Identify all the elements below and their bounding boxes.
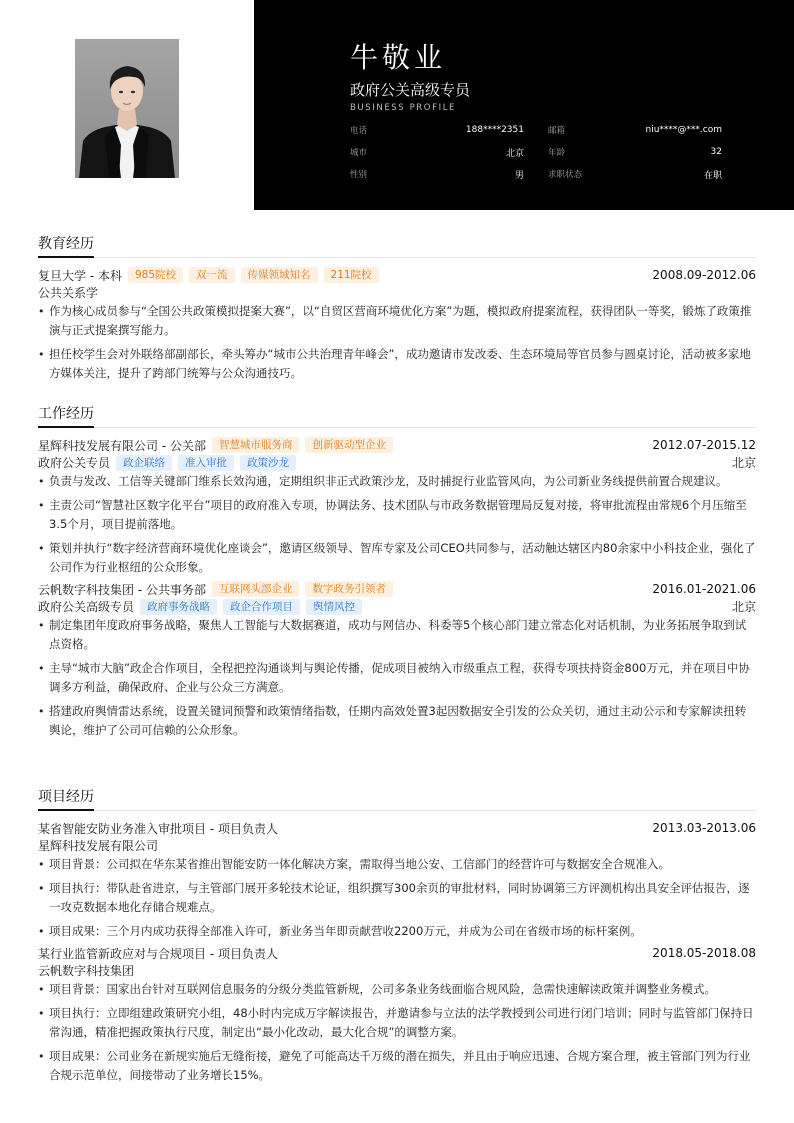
bullet-item: • 策划并执行“数字经济营商环境优化座谈会”，邀请区级领导、智库专家及公司CEO共同参与，活动触达辖区内80余家中小科技企业，强化了公司作为行业枢纽的公众形象。 <box>38 539 756 577</box>
section-title: 工作经历 <box>38 403 94 428</box>
info-label: 求职状态 <box>548 170 583 180</box>
info-value: niu****@***.com <box>645 125 722 135</box>
bullet-item: • 主导“城市大脑”政企合作项目，全程把控沟通谈判与舆论传播，促成项目被纳入市级重点工程，获得专项扶持资金800万元，并在项目中协调多方利益，确保政府、企业与公众三方满意。 <box>38 659 756 697</box>
profile-photo <box>75 39 179 178</box>
info-city <box>350 147 524 157</box>
info-label: 电话 <box>350 126 368 136</box>
section-divider <box>38 257 756 258</box>
school-tag: 双一流 <box>189 267 235 283</box>
role-tag: 政企联络 <box>116 455 172 471</box>
entry-subheader <box>38 837 756 854</box>
company-tag: 智慧城市服务商 <box>212 437 300 453</box>
project-entry <box>38 944 756 1085</box>
bullet-list <box>38 472 756 577</box>
bullet-list <box>38 302 756 383</box>
entry-subheader <box>38 962 756 979</box>
role-tag: 政策沙龙 <box>240 455 296 471</box>
project-name: 某省智能安防业务准入审批项目 - 项目负责人 <box>38 821 278 836</box>
entry-header <box>38 436 756 454</box>
info-value: 在职 <box>703 170 722 181</box>
role-tag: 政企合作项目 <box>223 599 300 615</box>
bullet-item: • 负责与发改、工信等关键部门维系长效沟通，定期组织非正式政策沙龙，及时捕捉行业监管风向，为公司新业务线提供前置合规建议。 <box>38 472 756 491</box>
bullet-item: • 作为核心成员参与“全国公共政策模拟提案大赛”，以“自贸区营商环境优化方案”为题，模拟政府提案流程，获得团队一等奖，锻炼了政策推演与正式提案撰写能力。 <box>38 302 756 340</box>
project-name: 某行业监管新政应对与合规项目 - 项目负责人 <box>38 946 278 961</box>
school-tag: 211院校 <box>324 267 379 283</box>
entry-date: 2013.03-2013.06 <box>652 821 756 835</box>
info-gender <box>350 169 524 179</box>
company-name: 星辉科技发展有限公司 - 公关部 <box>38 438 206 453</box>
role-tag: 政府事务战略 <box>140 599 217 615</box>
info-job-status <box>548 169 722 179</box>
entry-header <box>38 266 756 284</box>
school-tag: 985院校 <box>128 267 183 283</box>
entry-subheader <box>38 454 756 471</box>
bullet-item: • 搭建政府舆情雷达系统，设置关键词预警和政策情绪指数，任期内高效处置3起因数据安全引发的公众关切，通过主动公示和专家解读扭转舆论，维护了公司可信赖的公众形象。 <box>38 702 756 740</box>
bullet-item: • 主责公司“智慧社区数字化平台”项目的政府准入专项，协调法务、技术团队与市政务数据管理局反复对接，将审批流程由常规6个月压缩至3.5个月，项目提前落地。 <box>38 496 756 534</box>
info-label: 年龄 <box>548 148 566 158</box>
section-divider <box>38 427 756 428</box>
company-tag: 创新驱动型企业 <box>305 437 393 453</box>
role-line <box>38 454 296 471</box>
entry-header-left <box>38 581 393 598</box>
bullet-item: • 项目背景：公司拟在华东某省推出智能安防一体化解决方案，需取得当地公安、工信部门的经营许可与数据安全合规准入。 <box>38 855 756 874</box>
project-org: 云帆数字科技集团 <box>38 964 135 978</box>
bullet-list <box>38 855 756 941</box>
bullet-item: • 制定集团年度政府事务战略，聚焦人工智能与大数据赛道，成功与网信办、科委等5个核心部门建立常态化对话机制，为业务拓展争取到试点资格。 <box>38 616 756 654</box>
candidate-name: 牛敬业 <box>350 41 447 74</box>
job-role: 政府公关高级专员 <box>38 600 135 614</box>
company-tag: 互联网头部企业 <box>212 581 300 597</box>
education-section <box>38 233 756 388</box>
entry-date: 2012.07-2015.12 <box>652 438 756 452</box>
info-label: 城市 <box>350 148 368 158</box>
job-city: 北京 <box>731 456 756 470</box>
projects-section <box>38 786 756 1090</box>
work-entry <box>38 580 756 740</box>
candidate-title: 政府公关高级专员 <box>350 81 471 99</box>
bullet-list <box>38 980 756 1085</box>
contact-info-grid <box>350 125 722 179</box>
info-email <box>548 125 722 135</box>
education-entry <box>38 266 756 383</box>
job-city: 北京 <box>731 600 756 614</box>
entry-date: 2016.01-2021.06 <box>652 582 756 596</box>
bullet-item: • 项目执行：立即组建政策研究小组，48小时内完成万字解读报告，并邀请参与立法的法学教授到公司进行闭门培训；同时与监管部门保持日常沟通，精准把握政策执行尺度，制定出“最小化改动，最大化合规”的调整方案。 <box>38 1004 756 1042</box>
bullet-list <box>38 616 756 740</box>
info-value: 32 <box>710 147 722 157</box>
entry-header-left <box>38 437 393 454</box>
project-org: 星辉科技发展有限公司 <box>38 839 159 853</box>
section-title: 项目经历 <box>38 786 94 811</box>
role-line <box>38 598 362 615</box>
entry-subheader <box>38 598 756 615</box>
bullet-item: • 担任校学生会对外联络部副部长，牵头筹办“城市公共治理青年峰会”，成功邀请市发改委、生态环境局等官员参与圆桌讨论，活动被多家地方媒体关注，提升了跨部门统筹与公众沟通技巧。 <box>38 345 756 383</box>
major: 公共关系学 <box>38 286 99 300</box>
bullet-item: • 项目执行：带队赴省进京，与主管部门展开多轮技术论证，组织撰写300余页的审批材料，同时协调第三方评测机构出具安全评估报告，逐一攻克数据本地化存储合规难点。 <box>38 879 756 917</box>
info-value: 男 <box>514 170 524 181</box>
info-value: 188****2351 <box>465 125 524 135</box>
entry-header <box>38 819 756 837</box>
company-tag: 数字政务引领者 <box>305 581 393 597</box>
info-label: 邮箱 <box>548 126 566 136</box>
work-entry <box>38 436 756 577</box>
bullet-item: • 项目成果：三个月内成功获得全部准入许可，新业务当年即贡献营收2200万元，并成为公司在省级市场的标杆案例。 <box>38 922 756 941</box>
section-divider <box>38 810 756 811</box>
bullet-item: • 项目背景：国家出台针对互联网信息服务的分级分类监管新规，公司多条业务线面临合规风险，急需快速解读政策并调整业务模式。 <box>38 980 756 999</box>
entry-date: 2018.05-2018.08 <box>652 946 756 960</box>
person-portrait-icon <box>75 39 179 178</box>
info-label: 性别 <box>350 170 368 180</box>
role-tag: 舆情风控 <box>306 599 362 615</box>
entry-date: 2008.09-2012.06 <box>652 268 756 282</box>
work-section <box>38 403 756 745</box>
bullet-item: • 项目成果：公司业务在新规实施后无缝衔接，避免了可能高达千万级的潜在损失，并且由于响应迅速、合规方案合理，被主管部门列为行业合规示范单位，间接带动了业务增长15%。 <box>38 1047 756 1085</box>
entry-header <box>38 580 756 598</box>
header-info-panel <box>254 0 794 210</box>
job-role: 政府公关专员 <box>38 456 111 470</box>
entry-header <box>38 944 756 962</box>
project-entry <box>38 819 756 941</box>
info-value: 北京 <box>505 148 524 159</box>
section-title: 教育经历 <box>38 233 94 258</box>
entry-subheader <box>38 284 756 301</box>
info-phone <box>350 125 524 135</box>
entry-header-left <box>38 267 379 284</box>
resume-header <box>0 0 794 210</box>
company-name: 云帆数字科技集团 - 公共事务部 <box>38 582 206 597</box>
school-name: 复旦大学 - 本科 <box>38 268 122 283</box>
role-tag: 准入审批 <box>178 455 234 471</box>
school-tag: 传媒领域知名 <box>241 267 318 283</box>
business-profile-label: BUSINESS PROFILE <box>350 103 457 113</box>
info-age <box>548 147 722 157</box>
